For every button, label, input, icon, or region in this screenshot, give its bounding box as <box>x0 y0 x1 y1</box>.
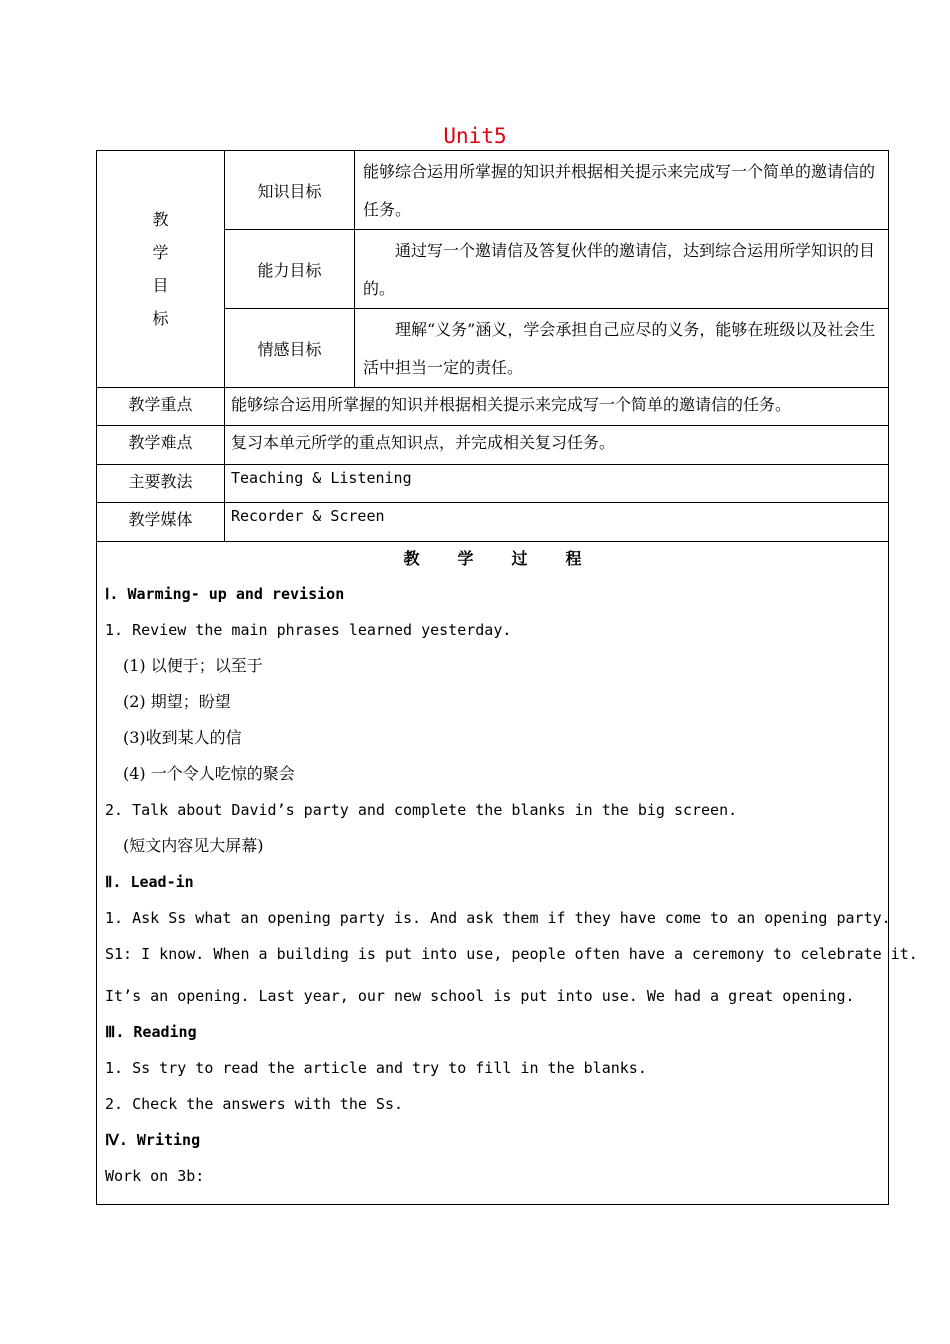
process-line: (短文内容见大屏幕) <box>123 836 264 855</box>
info-row-key-points <box>97 388 889 426</box>
info-row-difficulties <box>97 426 889 465</box>
process-line: It’s an opening. Last year, our new school is put into use. We had a great opening. <box>105 987 855 1005</box>
section-heading: Ⅲ. Reading <box>105 1023 197 1041</box>
objectives-heading <box>97 151 225 388</box>
info-text: Teaching & Listening <box>225 465 889 503</box>
process-line: 2. Talk about David’s party and complete the blanks in the big screen. <box>105 801 738 819</box>
objective-row-knowledge <box>97 151 889 230</box>
objectives-heading-char: 教 <box>152 210 169 229</box>
process-line: (4) 一个令人吃惊的聚会 <box>123 764 295 783</box>
section-heading: Ⅰ. Warming- up and revision <box>105 585 345 603</box>
objectives-heading-char: 学 <box>152 243 169 262</box>
process-line: (3)收到某人的信 <box>123 728 242 747</box>
process-cell <box>97 542 918 1205</box>
info-label: 主要教法 <box>97 465 225 503</box>
info-row-media <box>97 503 889 542</box>
process-line: (1) 以便于；以至于 <box>123 656 263 675</box>
objective-label: 能力目标 <box>225 230 355 309</box>
objective-text: 能够综合运用所掌握的知识并根据相关提示来完成写一个简单的邀请信的任务。 <box>355 151 889 230</box>
lesson-plan-table <box>96 150 918 1205</box>
objective-label: 知识目标 <box>225 151 355 230</box>
page-title: Unit5 <box>443 124 507 148</box>
section-heading: Ⅳ. Writing <box>105 1131 201 1149</box>
objective-text: 通过写一个邀请信及答复伙伴的邀请信，达到综合运用所学知识的目的。 <box>355 230 889 309</box>
process-line: Work on 3b: <box>105 1167 205 1185</box>
process-line: 1. Ask Ss what an opening party is. And ask them if they have come to an opening party. <box>105 909 891 927</box>
process-line: 1. Ss try to read the article and try to fill in the blanks. <box>105 1059 647 1077</box>
process-row <box>97 542 889 1205</box>
info-text: 能够综合运用所掌握的知识并根据相关提示来完成写一个简单的邀请信的任务。 <box>225 388 889 426</box>
process-title: 教学过程 <box>403 549 620 568</box>
info-label: 教学难点 <box>97 426 225 465</box>
section-heading: Ⅱ. Lead-in <box>105 873 194 891</box>
info-text: Recorder & Screen <box>225 503 889 542</box>
info-label: 教学重点 <box>97 388 225 426</box>
objective-label: 情感目标 <box>225 309 355 388</box>
objectives-heading-char: 标 <box>152 309 169 328</box>
info-text: 复习本单元所学的重点知识点，并完成相关复习任务。 <box>225 426 889 465</box>
process-line: 2. Check the answers with the Ss. <box>105 1095 404 1113</box>
objectives-heading-char: 目 <box>152 276 169 295</box>
info-label: 教学媒体 <box>97 503 225 542</box>
info-row-methods <box>97 465 889 503</box>
process-line: (2) 期望；盼望 <box>123 692 231 711</box>
objective-text: 理解“义务”涵义，学会承担自己应尽的义务，能够在班级以及社会生活中担当一定的责任。 <box>355 309 889 388</box>
process-line: 1. Review the main phrases learned yesterday. <box>105 621 512 639</box>
process-line: S1: I know. When a building is put into use, people often have a ceremony to celebrate it. <box>105 945 918 963</box>
